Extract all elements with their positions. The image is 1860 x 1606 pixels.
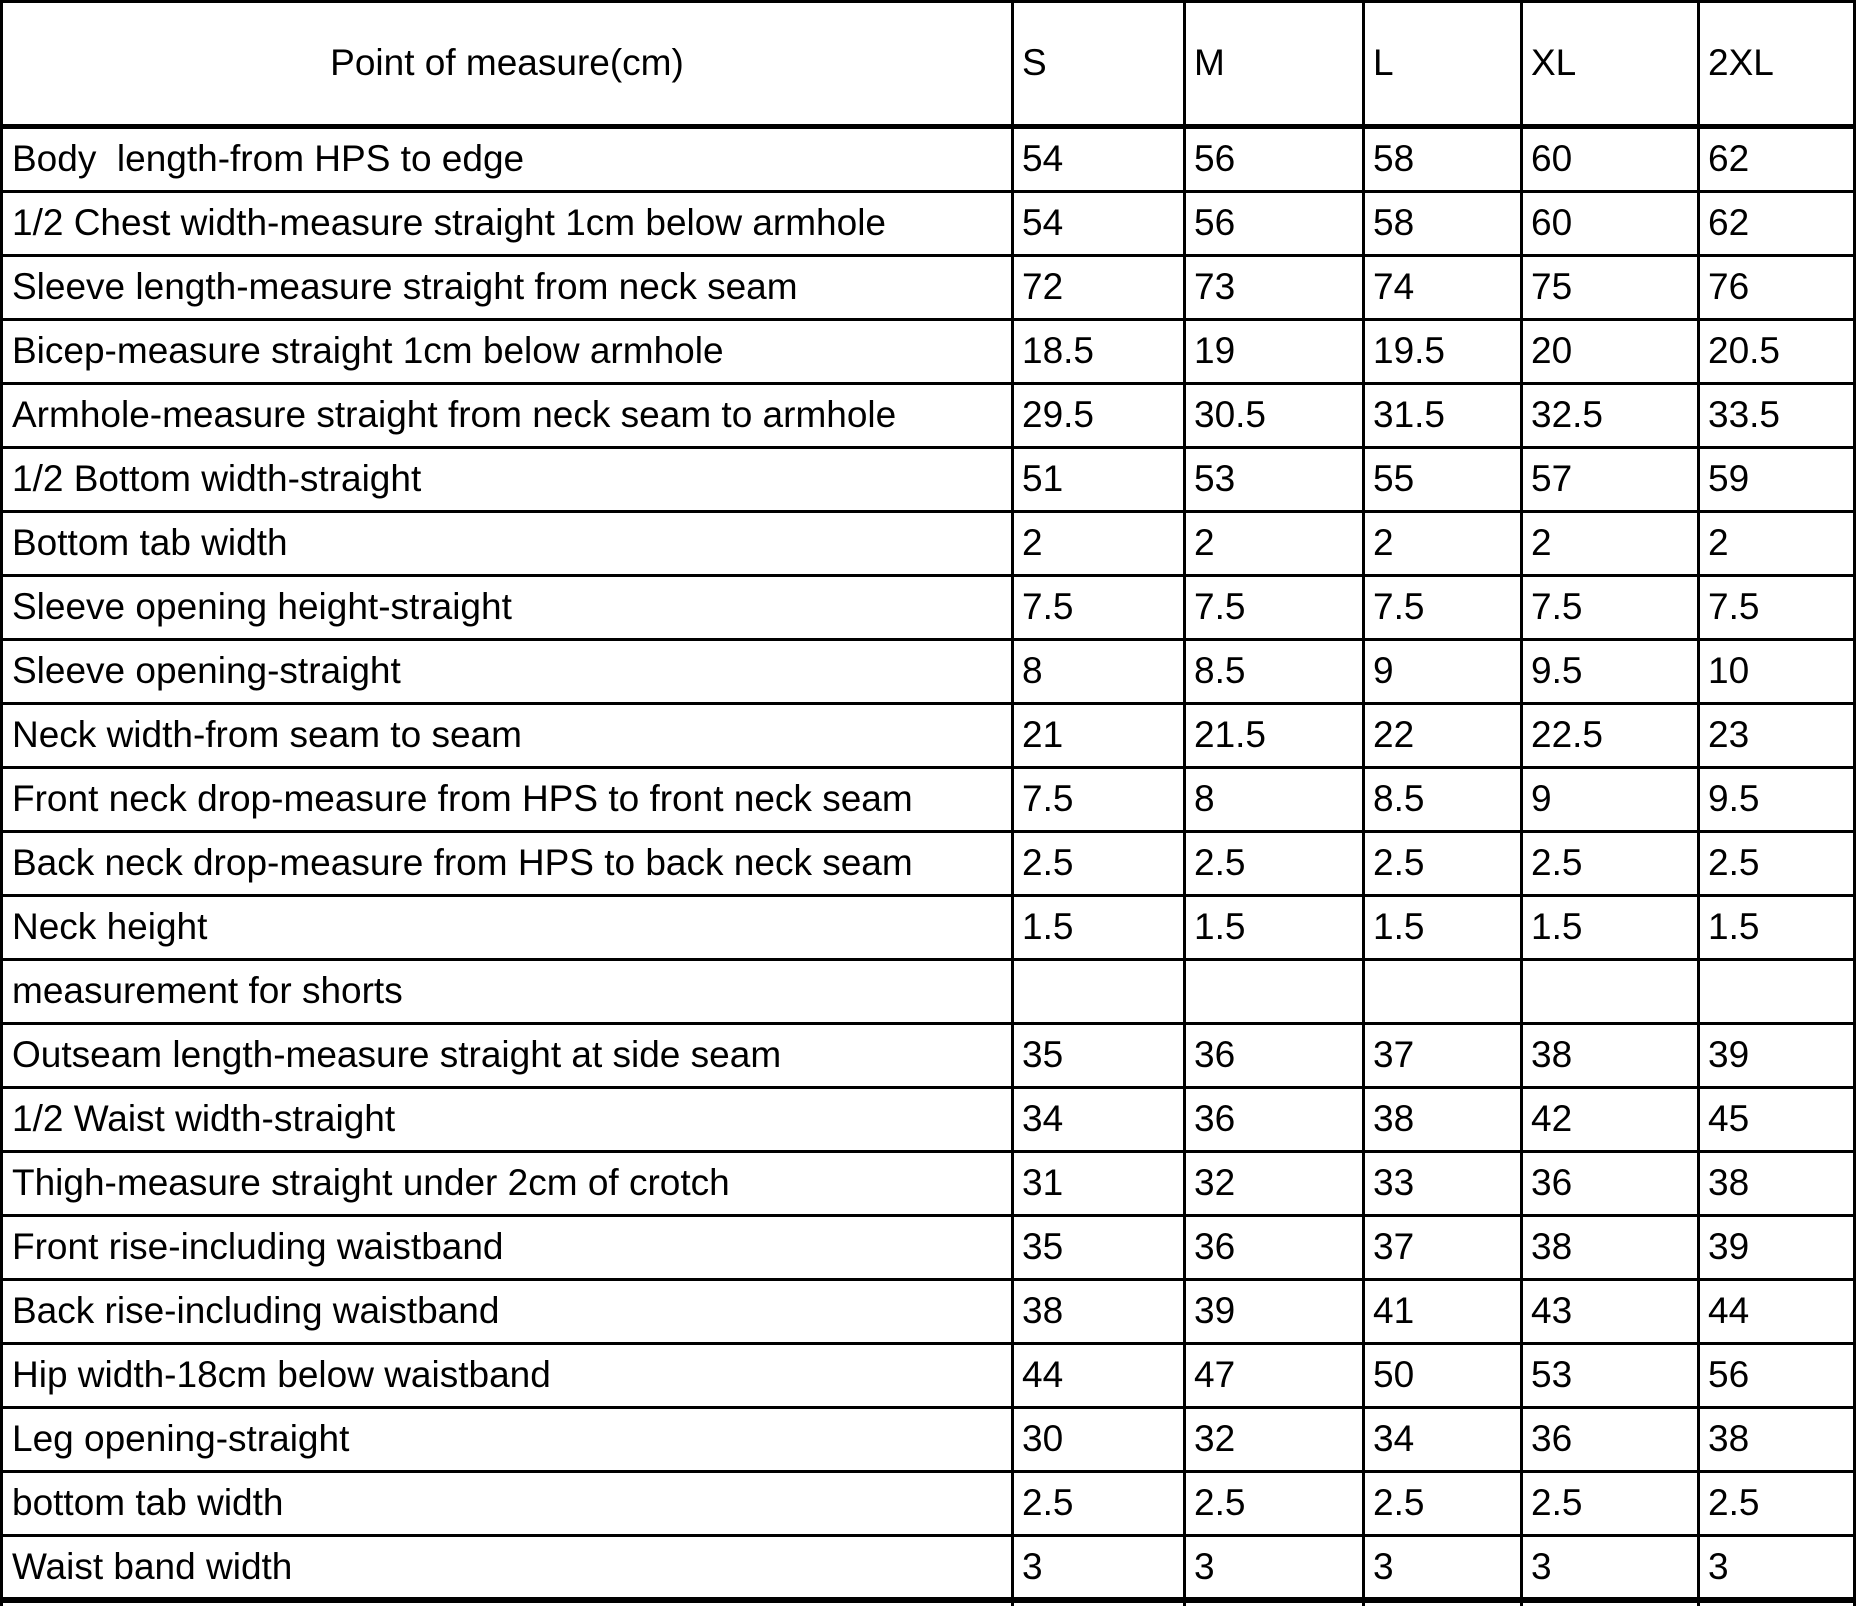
value-cell: 31.5 — [1365, 385, 1523, 449]
value-cell: 37 — [1365, 1217, 1523, 1281]
value-cell: 9.5 — [1523, 641, 1700, 705]
value-cell: 1.5 — [1365, 897, 1523, 961]
value-cell: 39 — [1700, 1025, 1856, 1089]
value-cell: 53 — [1523, 1345, 1700, 1409]
value-cell: 34 — [1365, 1409, 1523, 1473]
value-cell: 58 — [1365, 129, 1523, 193]
value-cell: 1.5 — [1014, 897, 1186, 961]
row-label-cell: 1/2 Waist width-straight — [3, 1089, 1014, 1153]
row-label-cell: Sleeve length-measure straight from neck seam — [3, 257, 1014, 321]
value-cell: 35 — [1014, 1217, 1186, 1281]
row-label-cell: Neck width-from seam to seam — [3, 705, 1014, 769]
value-cell: 2.5 — [1014, 833, 1186, 897]
row-label-cell: Bicep-measure straight 1cm below armhole — [3, 321, 1014, 385]
value-cell: 9 — [1523, 769, 1700, 833]
value-cell: 56 — [1700, 1345, 1856, 1409]
value-cell: 60 — [1523, 193, 1700, 257]
value-cell: 2 — [1523, 513, 1700, 577]
value-cell: 7.5 — [1523, 577, 1700, 641]
value-cell: 36 — [1186, 1217, 1365, 1281]
row-label-cell: Outseam length-measure straight at side seam — [3, 1025, 1014, 1089]
value-cell: 30.5 — [1186, 385, 1365, 449]
value-cell: 2 — [1186, 513, 1365, 577]
value-cell: 59 — [1700, 449, 1856, 513]
row-label-cell: 1/2 Bottom width-straight — [3, 449, 1014, 513]
value-cell: 62 — [1700, 129, 1856, 193]
value-cell: 38 — [1523, 1217, 1700, 1281]
row-label-cell: measurement for shorts — [3, 961, 1014, 1025]
value-cell: 38 — [1700, 1153, 1856, 1217]
row-label-cell: Back rise-including waistband — [3, 1281, 1014, 1345]
row-label-cell: 1/2 Chest width-measure straight 1cm below armhole — [3, 193, 1014, 257]
column-header-size: XL — [1523, 3, 1700, 129]
value-cell: 19 — [1186, 321, 1365, 385]
value-cell: 41 — [1365, 1281, 1523, 1345]
value-cell: 38 — [1523, 1025, 1700, 1089]
value-cell: 3 — [1700, 1537, 1856, 1603]
value-cell: 62 — [1700, 193, 1856, 257]
value-cell: 56 — [1186, 193, 1365, 257]
value-cell — [1186, 961, 1365, 1025]
value-cell: 36 — [1186, 1025, 1365, 1089]
row-label-cell: Sleeve opening height-straight — [3, 577, 1014, 641]
value-cell: 31 — [1014, 1153, 1186, 1217]
row-label-cell: Back neck drop-measure from HPS to back neck seam — [3, 833, 1014, 897]
value-cell: 33 — [1365, 1153, 1523, 1217]
value-cell: 2.5 — [1523, 1473, 1700, 1537]
value-cell: 44 — [1700, 1281, 1856, 1345]
value-cell: 21 — [1014, 705, 1186, 769]
value-cell: 20.5 — [1700, 321, 1856, 385]
value-cell: 37 — [1365, 1025, 1523, 1089]
row-label-cell: Neck height — [3, 897, 1014, 961]
value-cell: 35 — [1014, 1025, 1186, 1089]
value-cell: 2 — [1014, 513, 1186, 577]
value-cell: 3 — [1186, 1537, 1365, 1603]
value-cell: 54 — [1014, 193, 1186, 257]
value-cell: 2.5 — [1186, 833, 1365, 897]
value-cell: 38 — [1014, 1281, 1186, 1345]
column-header-size: S — [1014, 3, 1186, 129]
value-cell: 3 — [1523, 1537, 1700, 1603]
row-label-cell: bottom tab width — [3, 1473, 1014, 1537]
row-label-cell: Waist band width — [3, 1537, 1014, 1603]
value-cell: 1.5 — [1523, 897, 1700, 961]
column-header-size: 2XL — [1700, 3, 1856, 129]
value-cell — [1014, 961, 1186, 1025]
value-cell: 20 — [1523, 321, 1700, 385]
column-header-size: L — [1365, 3, 1523, 129]
value-cell: 9 — [1365, 641, 1523, 705]
value-cell: 39 — [1700, 1217, 1856, 1281]
value-cell: 58 — [1365, 193, 1523, 257]
value-cell: 2.5 — [1700, 833, 1856, 897]
value-cell: 73 — [1186, 257, 1365, 321]
value-cell: 44 — [1014, 1345, 1186, 1409]
value-cell: 9.5 — [1700, 769, 1856, 833]
value-cell: 23 — [1700, 705, 1856, 769]
value-cell: 54 — [1014, 129, 1186, 193]
value-cell: 8.5 — [1186, 641, 1365, 705]
value-cell — [1700, 961, 1856, 1025]
value-cell: 2 — [1700, 513, 1856, 577]
value-cell: 36 — [1523, 1409, 1700, 1473]
value-cell: 36 — [1523, 1153, 1700, 1217]
column-header-size: M — [1186, 3, 1365, 129]
row-label-cell: Front rise-including waistband — [3, 1217, 1014, 1281]
value-cell: 7.5 — [1014, 577, 1186, 641]
row-label-cell: Leg opening-straight — [3, 1409, 1014, 1473]
value-cell: 32.5 — [1523, 385, 1700, 449]
value-cell: 60 — [1523, 129, 1700, 193]
value-cell: 7.5 — [1365, 577, 1523, 641]
value-cell: 30 — [1014, 1409, 1186, 1473]
value-cell: 29.5 — [1014, 385, 1186, 449]
value-cell: 3 — [1365, 1537, 1523, 1603]
value-cell: 51 — [1014, 449, 1186, 513]
row-label-cell: Bottom tab width — [3, 513, 1014, 577]
value-cell — [1365, 961, 1523, 1025]
value-cell: 7.5 — [1014, 769, 1186, 833]
value-cell: 19.5 — [1365, 321, 1523, 385]
value-cell: 36 — [1186, 1089, 1365, 1153]
value-cell: 74 — [1365, 257, 1523, 321]
value-cell: 45 — [1700, 1089, 1856, 1153]
value-cell: 50 — [1365, 1345, 1523, 1409]
value-cell: 8 — [1186, 769, 1365, 833]
value-cell: 38 — [1700, 1409, 1856, 1473]
row-label-cell: Armhole-measure straight from neck seam to armhole — [3, 385, 1014, 449]
column-header-point-of-measure: Point of measure(cm) — [3, 3, 1014, 129]
value-cell: 2.5 — [1700, 1473, 1856, 1537]
value-cell: 2.5 — [1186, 1473, 1365, 1537]
value-cell: 2.5 — [1365, 833, 1523, 897]
value-cell: 2.5 — [1365, 1473, 1523, 1537]
row-label-cell: Thigh-measure straight under 2cm of crotch — [3, 1153, 1014, 1217]
value-cell: 75 — [1523, 257, 1700, 321]
value-cell: 18.5 — [1014, 321, 1186, 385]
value-cell: 32 — [1186, 1153, 1365, 1217]
value-cell — [1523, 961, 1700, 1025]
value-cell: 3 — [1014, 1537, 1186, 1603]
value-cell: 7.5 — [1700, 577, 1856, 641]
value-cell: 76 — [1700, 257, 1856, 321]
value-cell: 57 — [1523, 449, 1700, 513]
value-cell: 38 — [1365, 1089, 1523, 1153]
value-cell: 22 — [1365, 705, 1523, 769]
value-cell: 42 — [1523, 1089, 1700, 1153]
row-label-cell: Hip width-18cm below waistband — [3, 1345, 1014, 1409]
value-cell: 1.5 — [1186, 897, 1365, 961]
value-cell: 2.5 — [1523, 833, 1700, 897]
value-cell: 21.5 — [1186, 705, 1365, 769]
value-cell: 8 — [1014, 641, 1186, 705]
value-cell: 1.5 — [1700, 897, 1856, 961]
value-cell: 56 — [1186, 129, 1365, 193]
value-cell: 72 — [1014, 257, 1186, 321]
value-cell: 32 — [1186, 1409, 1365, 1473]
value-cell: 34 — [1014, 1089, 1186, 1153]
value-cell: 43 — [1523, 1281, 1700, 1345]
value-cell: 8.5 — [1365, 769, 1523, 833]
value-cell: 22.5 — [1523, 705, 1700, 769]
value-cell: 33.5 — [1700, 385, 1856, 449]
row-label-cell: Sleeve opening-straight — [3, 641, 1014, 705]
row-label-cell: Body length-from HPS to edge — [3, 129, 1014, 193]
value-cell: 2.5 — [1014, 1473, 1186, 1537]
row-label-cell: Front neck drop-measure from HPS to front neck seam — [3, 769, 1014, 833]
value-cell: 10 — [1700, 641, 1856, 705]
value-cell: 2 — [1365, 513, 1523, 577]
value-cell: 55 — [1365, 449, 1523, 513]
value-cell: 7.5 — [1186, 577, 1365, 641]
value-cell: 39 — [1186, 1281, 1365, 1345]
value-cell: 47 — [1186, 1345, 1365, 1409]
value-cell: 53 — [1186, 449, 1365, 513]
